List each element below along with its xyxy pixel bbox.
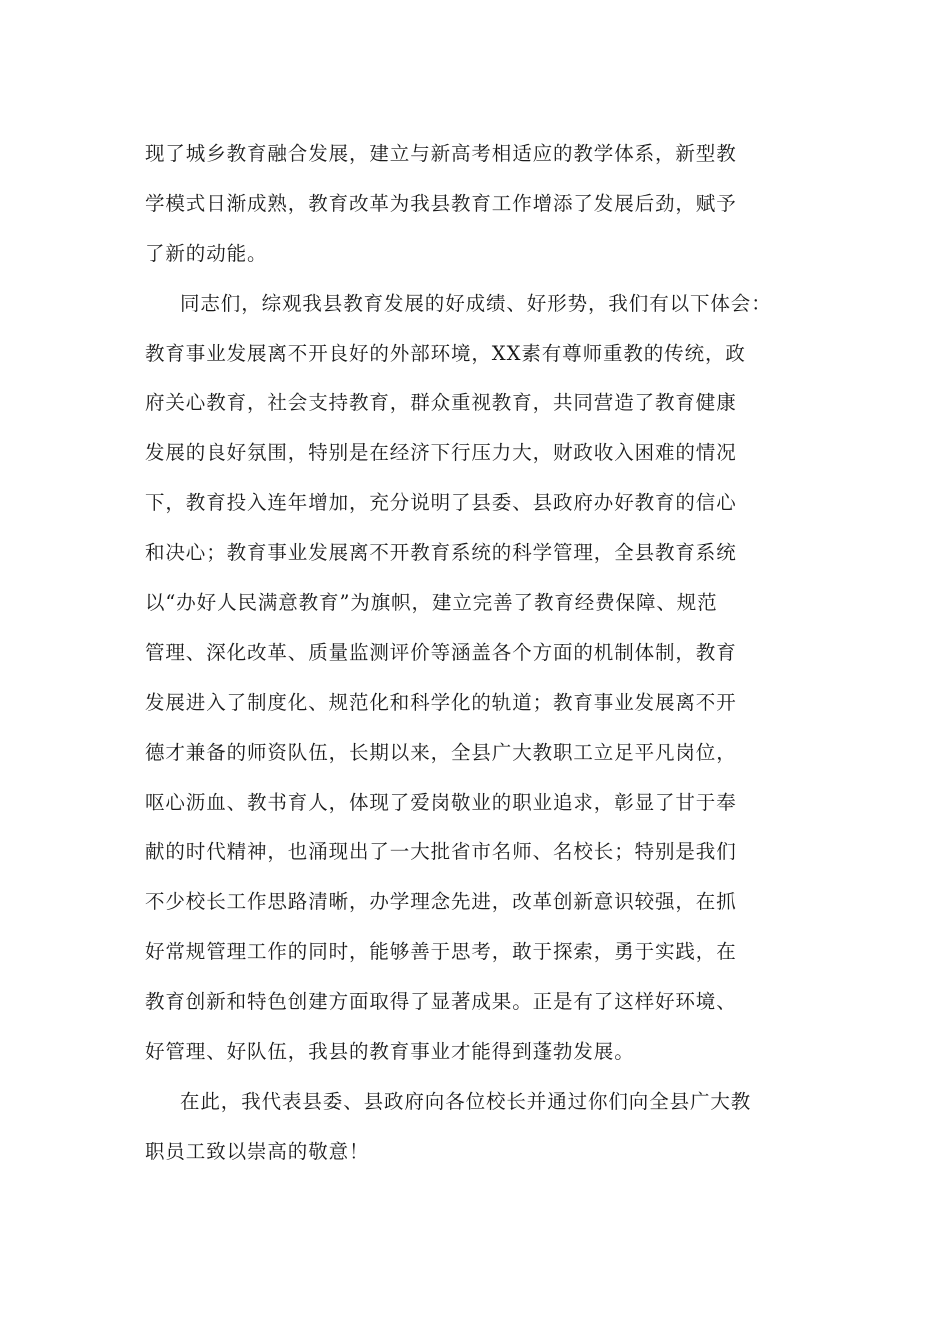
text-line: 在此，我代表县委、县政府向各位校长并通过你们向全县广大教 [180, 1089, 752, 1113]
text-line: 好管理、好队伍，我县的教育事业才能得到蓬勃发展。 [145, 1040, 635, 1064]
text-line: 呕心沥血、教书育人，体现了爱岗敬业的职业追求，彰显了甘于奉 [145, 790, 737, 814]
text-line: 发展的良好氛围，特别是在经济下行压力大，财政收入困难的情况 [145, 441, 737, 465]
text-line: 府关心教育，社会支持教育，群众重视教育，共同营造了教育健康 [145, 391, 737, 415]
text-line: 以“办好人民满意教育”为旗帜，建立完善了教育经费保障、规范 [145, 591, 718, 615]
text-line: 和决心；教育事业发展离不开教育系统的科学管理，全县教育系统 [145, 541, 737, 565]
text-line: 管理、深化改革、质量监测评价等涵盖各个方面的机制体制，教育 [145, 640, 737, 664]
text-line: 现了城乡教育融合发展，建立与新高考相适应的教学体系，新型教 [145, 142, 737, 165]
text-line: 下，教育投入连年增加，充分说明了县委、县政府办好教育的信心 [145, 491, 737, 515]
text-line: 不少校长工作思路清晰，办学理念先进，改革创新意识较强，在抓 [145, 890, 737, 914]
text-line: 同志们，综观我县教育发展的好成绩、好形势，我们有以下体会： [180, 291, 772, 315]
text-line: 献的时代精神，也涌现出了一大批省市名师、名校长；特别是我们 [145, 840, 737, 864]
text-line: 学模式日渐成熟，教育改革为我县教育工作增添了发展后劲，赋予 [145, 191, 737, 215]
text-line: 教育创新和特色创建方面取得了显著成果。正是有了这样好环境、 [145, 990, 737, 1014]
text-line: 好常规管理工作的同时，能够善于思考，敢于探索，勇于实践，在 [145, 940, 737, 964]
text-line: 教育事业发展离不开良好的外部环境，XX素有尊师重教的传统，政 [145, 341, 746, 365]
text-line: 德才兼备的师资队伍，长期以来，全县广大教职工立足平凡岗位， [145, 740, 737, 764]
text-line: 了新的动能。 [145, 241, 268, 265]
body-text [145, 129, 835, 1177]
text-line: 发展进入了制度化、规范化和科学化的轨道；教育事业发展离不开 [145, 690, 737, 714]
text-line: 职员工致以崇高的敬意！ [145, 1139, 370, 1163]
